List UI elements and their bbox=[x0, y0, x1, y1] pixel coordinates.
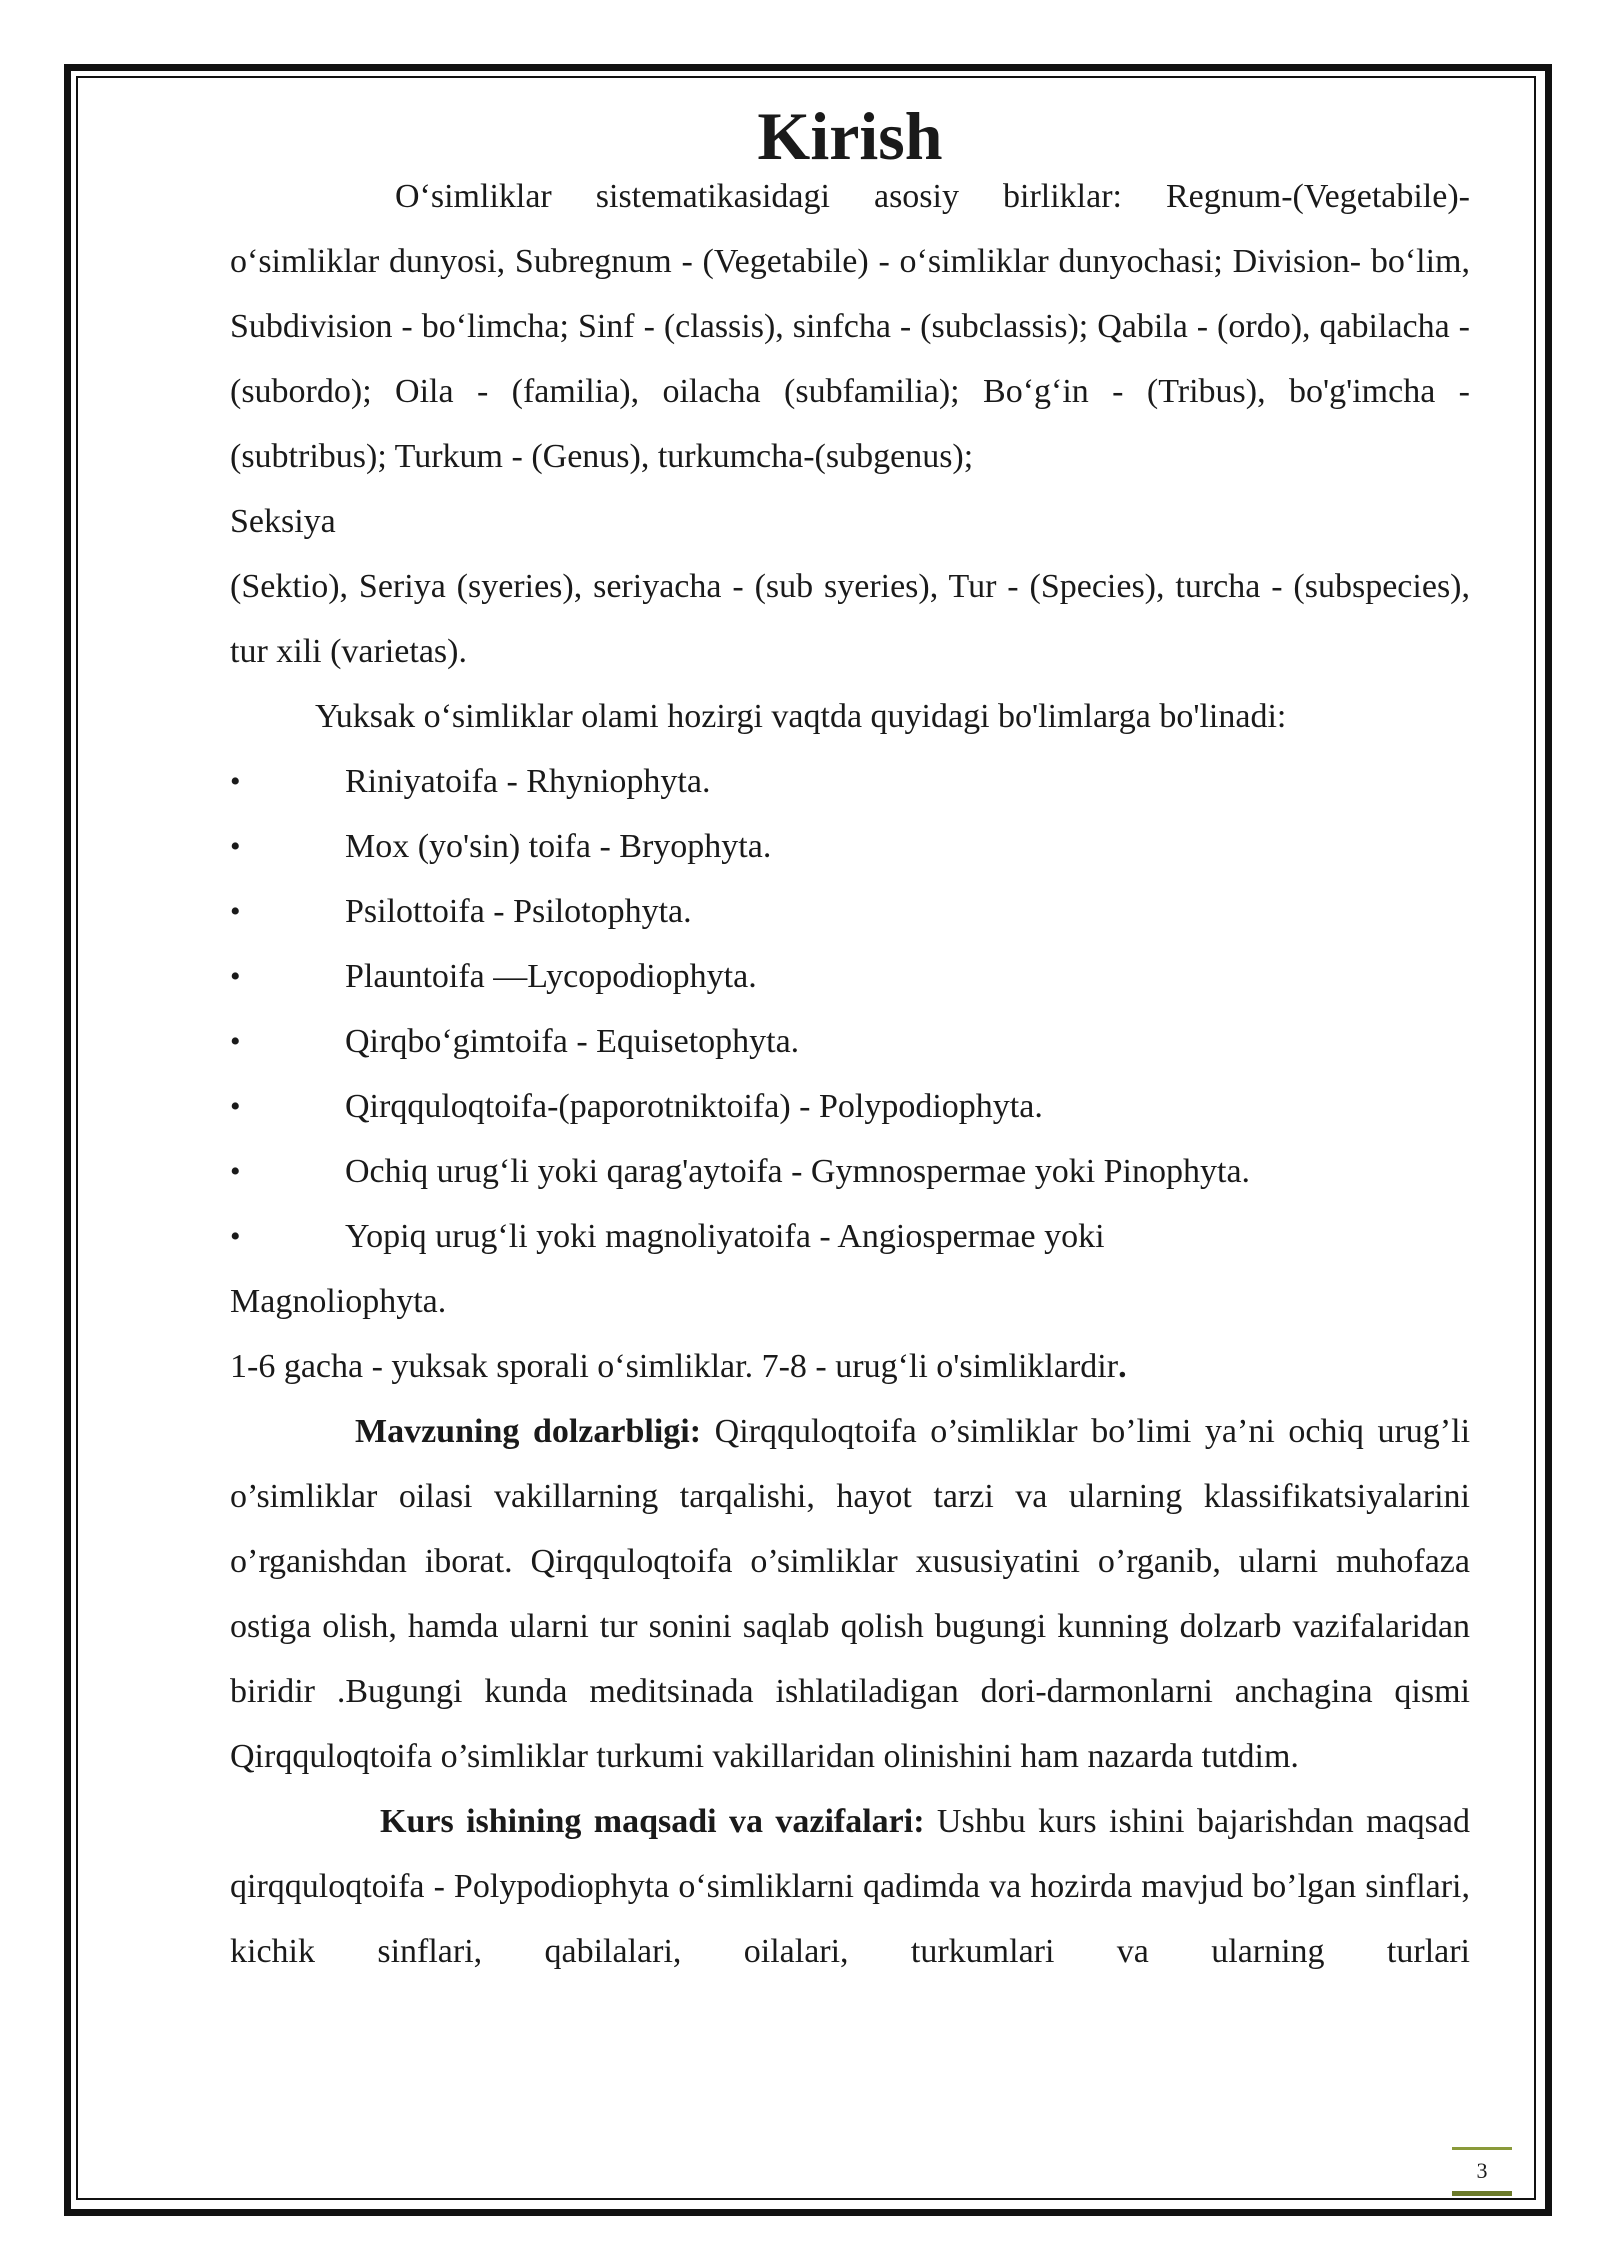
intro-text: O‘simliklar sistematikasidagi asosiy birliklar: Regnum-(Vegetabile)- o‘simliklar dunyosi, Subregnum - (Vegetabile) - o‘simliklar dunyochasi; Division- bo‘lim, Subdivision - bo‘limcha; Sinf - (classis), sinfcha - (subclassis); Qabila - (ordo), qabilacha - (subordo); Oila - (familia), oilacha (subfamilia); Bo‘g‘in - (Tribus), bo'g'imcha - (subtribus); Turkum - (Genus), turkumcha-(subgenus); bbox=[230, 178, 1470, 475]
bullet-icon: • bbox=[230, 1155, 241, 1188]
summary-line: 1-6 gacha - yuksak sporali o‘simliklar. 7-8 - urug‘li o'simliklardir. bbox=[230, 1348, 1127, 1385]
list-item: • Yopiq urug‘li yoki magnoliyatoifa - Angiospermae yoki bbox=[230, 1204, 1470, 1269]
divisions-intro: Yuksak o‘simliklar olami hozirgi vaqtda quyidagi bo'limlarga bo'linadi: bbox=[315, 698, 1287, 735]
list-item: • Qirqquloqtoifa-(paporotniktoifa) - Polypodiophyta. bbox=[230, 1074, 1470, 1139]
goals-paragraph bbox=[230, 1789, 1470, 1984]
goals-text: Ushbu kurs ishini bajarishdan maqsad qirqquloqtoifa - Polypodiophyta o‘simliklarni qadimda va hozirda mavjud bo’lgan sinflari, kichik sinflari, qabilalari, oilalari, turkumlari va ularning turlari bbox=[230, 1803, 1470, 1970]
page-number: 3 bbox=[1476, 2158, 1488, 2183]
bullet-icon: • bbox=[230, 830, 241, 863]
list-item: • Qirqbo‘gimtoifa - Equisetophyta. bbox=[230, 1009, 1470, 1074]
bullet-icon: • bbox=[230, 1090, 241, 1123]
divisions-tail: Magnoliophyta. bbox=[230, 1283, 447, 1320]
intro-paragraph bbox=[230, 164, 1470, 554]
list-item: • Riniyatoifa - Rhyniophyta. bbox=[230, 749, 1470, 814]
divisions-list bbox=[230, 749, 1470, 1269]
list-item: • Ochiq urug‘li yoki qarag'aytoifa - Gymnospermae yoki Pinophyta. bbox=[230, 1139, 1470, 1204]
list-item: • Mox (yo'sin) toifa - Bryophyta. bbox=[230, 814, 1470, 879]
list-item: • Plauntoifa —Lycopodiophyta. bbox=[230, 944, 1470, 1009]
bullet-icon: • bbox=[230, 1025, 241, 1058]
bullet-icon: • bbox=[230, 895, 241, 928]
bullet-icon: • bbox=[230, 1220, 241, 1253]
bullet-icon: • bbox=[230, 765, 241, 798]
document-body bbox=[230, 98, 1471, 1984]
page-title: Kirish bbox=[757, 98, 943, 174]
relevance-text: Qirqquloqtoifa o’simliklar bo’limi ya’ni ochiq urug’li o’simliklar oilasi vakillarning tarqalishi, hayot tarzi va ularning klassifikatsiyalarini o’rganishdan iborat. Qirqquloqtoifa o’simliklar xususiyatini o’rganib, ularni muhofaza ostiga olish, hamda ularni tur sonini saqlab qolish bugungi kunning dolzarb vazifalaridan biridir .Bugungi kunda meditsinada ishlatiladigan dori-darmonlarni anchagina qismi Qirqquloqtoifa o’simliklar turkumi vakillaridan olinishini ham nazarda tutdim. bbox=[230, 1413, 1471, 1775]
relevance-label: Mavzuning dolzarbligi: bbox=[355, 1413, 702, 1450]
intro-continuation: (Sektio), Seriya (syeries), seriyacha - (sub syeries), Tur - (Species), turcha - (subspecies), tur xili (varietas). bbox=[230, 568, 1470, 670]
intro-seksiya: Seksiya bbox=[230, 503, 336, 540]
page-number-underline bbox=[1452, 2191, 1512, 2196]
page-number-rule bbox=[1452, 2147, 1512, 2150]
relevance-paragraph bbox=[230, 1399, 1470, 1789]
list-item: • Psilottoifa - Psilotophyta. bbox=[230, 879, 1470, 944]
bullet-icon: • bbox=[230, 960, 241, 993]
goals-label: Kurs ishining maqsadi va vazifalari: bbox=[380, 1803, 925, 1840]
page-number-box bbox=[1452, 2147, 1512, 2197]
